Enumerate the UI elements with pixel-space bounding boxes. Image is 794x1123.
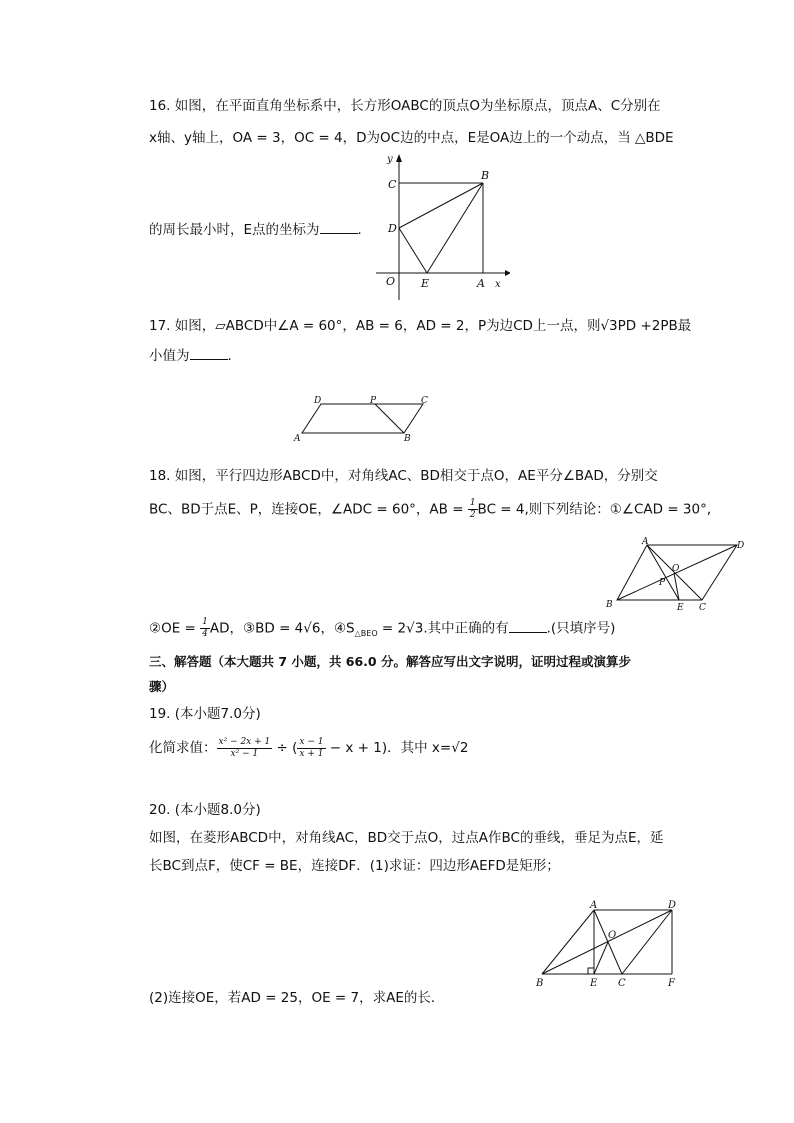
q19-prefix: 化简求值：	[149, 740, 217, 756]
q16-label-x: x	[495, 279, 501, 290]
q16-answer-blank	[320, 221, 358, 234]
q16-line1: 16. 如图，在平面直角坐标系中，长方形OABC的顶点O为坐标原点，顶点A、C分别在	[149, 98, 661, 114]
q18-fraction-half: $\frac{1}{2}$	[469, 498, 476, 520]
q19-fraction-2: $\frac{x - 1}{x + 1}$	[299, 736, 324, 759]
q18-line2	[149, 498, 711, 521]
q20-label-d: D	[668, 900, 677, 911]
q16-label-e: E	[421, 277, 430, 290]
q17-answer-blank	[190, 347, 228, 360]
q20-line1: 如图，在菱形ABCD中，对角线AC，BD交于点O，过点A作BC的垂线，垂足为点E，延	[149, 830, 664, 846]
q20-label-a: A	[590, 900, 598, 911]
q18-label-c: C	[699, 603, 706, 613]
q19-expression	[149, 733, 468, 763]
q17-line1: 17. 如图，▱ABCD中∠A = 60°，AB = 6，AD = 2，P为边CD上一点，则√3PD +2PB最	[149, 318, 692, 334]
q17-label-b: B	[404, 434, 411, 443]
q17-label-p: P	[370, 396, 377, 406]
section3-heading-line1: 三、解答题（本大题共 7 小题，共 66.0 分。解答应写出文字说明，证明过程或演算步	[149, 654, 631, 669]
q17-line2	[149, 346, 241, 366]
q19-fraction-1: $\frac{\text{x² − 2x + 1}}{\text{x² − 1}}$	[218, 736, 271, 759]
q18-fraction-quarter: $\frac{1}{4}$	[202, 617, 208, 639]
q19-header: 19. (本小题7.0分)	[149, 706, 261, 722]
q18-label-o: O	[672, 564, 680, 574]
q20-line2: 长BC到点F，使CF = BE，连接DF．(1)求证：四边形AEFD是矩形；	[149, 858, 560, 874]
q20-line3: (2)连接OE，若AD = 25，OE = 7，求AE的长．	[149, 990, 445, 1006]
q18-label-a: A	[642, 537, 649, 547]
q17-label-d: D	[314, 396, 322, 406]
q20-label-e: E	[590, 978, 598, 989]
q18-line3-subscript: △BEO	[354, 629, 378, 639]
q19-divide: ÷ (	[272, 740, 298, 756]
q20-figure	[530, 898, 690, 990]
q18-line2-text: BC、BD于点E、P，连接OE，∠ADC = 60°，AB =	[149, 501, 468, 518]
q17-label-a: A	[294, 434, 301, 443]
q16-line3-text: 的周长最小时，E点的坐标为	[149, 222, 320, 238]
q16-line2: x轴、y轴上，OA = 3，OC = 4，D为OC边的中点，E是OA边上的一个动点，当 △BDE	[149, 130, 674, 146]
q20-label-o: O	[608, 930, 617, 941]
q20-label-f: F	[668, 978, 675, 989]
q20-label-c: C	[618, 978, 626, 989]
q17-line2-end: ．	[227, 348, 241, 364]
q18-label-b: B	[606, 600, 613, 610]
q18-answer-blank	[509, 620, 547, 633]
section3-heading-line2: 骤）	[149, 679, 175, 694]
q18-label-e: E	[677, 603, 684, 613]
q20-label-b: B	[536, 978, 544, 989]
q16-label-c: C	[388, 178, 397, 191]
q18-line2-text-b: BC = 4,则下列结论：①∠CAD = 30°,	[477, 501, 712, 518]
q16-label-b: B	[481, 169, 490, 182]
q17-label-c: C	[421, 396, 428, 406]
q18-line3-text: ②OE =	[149, 620, 201, 637]
q18-line3-text-b: AD，③BD = 4√6，④S	[209, 620, 355, 637]
q16-figure	[370, 150, 510, 305]
q19-tail: − x + 1)．其中 x=√2	[325, 740, 469, 756]
q18-line3-text-c: = 2√3.其中正确的有	[377, 620, 509, 637]
q16-line3-end: ．	[357, 222, 372, 238]
q16-label-a: A	[477, 277, 485, 290]
q16-label-o: O	[386, 275, 396, 288]
q18-line1: 18. 如图，平行四边形ABCD中，对角线AC、BD相交于点O，AE平分∠BAD，分别交	[149, 468, 658, 484]
q18-label-p: P	[659, 578, 666, 588]
q17-figure	[292, 393, 437, 443]
q18-label-d: D	[737, 541, 745, 551]
q16-label-y: y	[387, 154, 393, 165]
q18-line3-text-d: .(只填序号)	[546, 620, 616, 637]
q16-label-d: D	[388, 222, 397, 235]
q17-line2-text: 小值为	[149, 348, 190, 364]
q16-line3	[149, 220, 371, 240]
q20-header: 20. (本小题8.0分)	[149, 802, 261, 818]
q18-line3	[149, 617, 615, 644]
q18-figure	[602, 535, 752, 615]
